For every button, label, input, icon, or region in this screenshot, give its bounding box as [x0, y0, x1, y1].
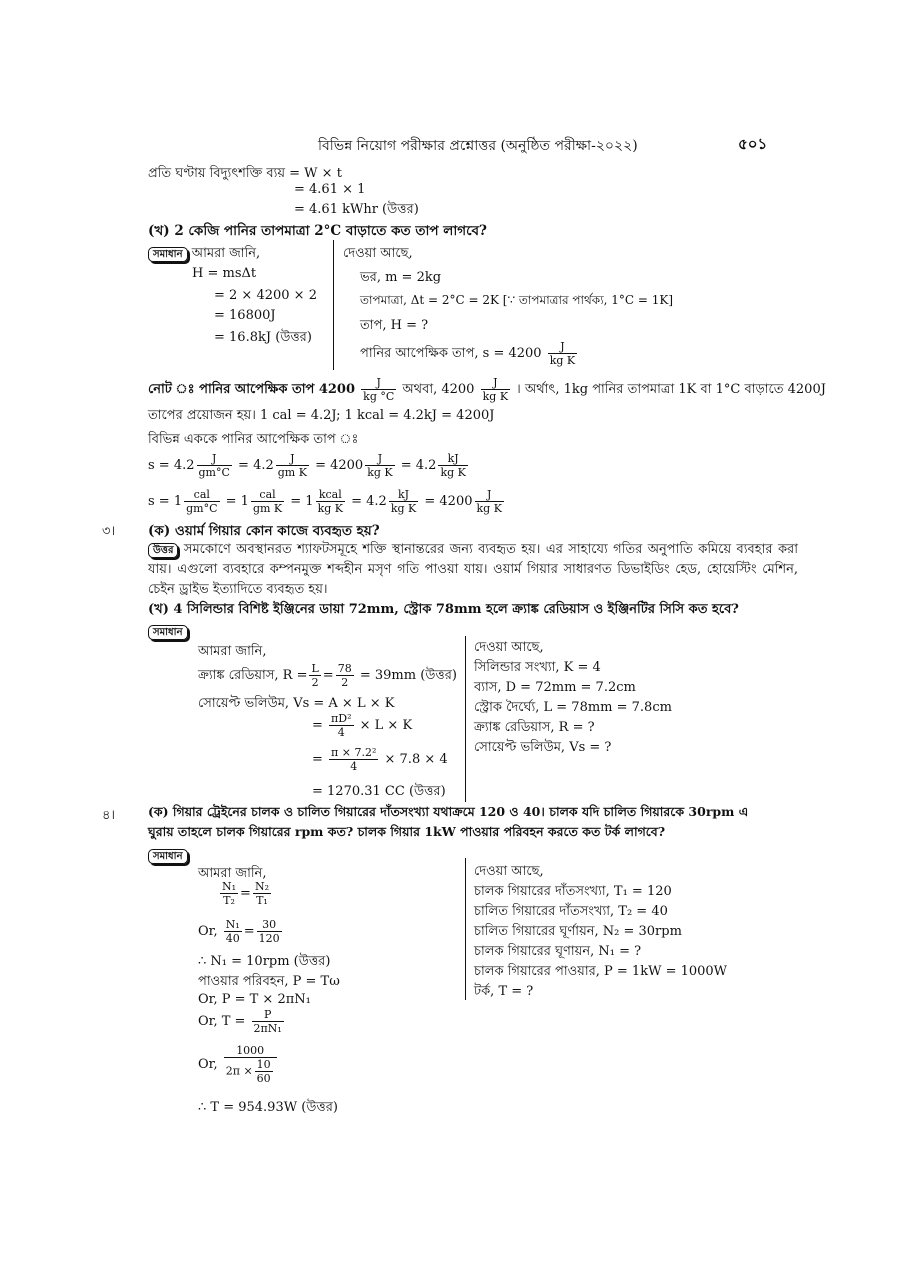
we-know-label: আমরা জানি, — [198, 866, 267, 881]
fraction-numerator: 10 — [256, 1058, 271, 1071]
given-mass: ভর, m = 2kg — [360, 270, 442, 285]
fraction-denominator — [224, 1058, 277, 1085]
question-4-ka-line-2: ঘুরায় তাহলে চালক গিয়ারের rpm কত? চালক গিয়ার 1kW পাওয়ার পরিবহন করতে কত টর্ক লাগবে? — [148, 824, 666, 839]
given-label: দেওয়া আছে, — [474, 864, 544, 879]
fraction-numerator: J — [481, 376, 510, 390]
fraction — [481, 376, 510, 403]
crank-radius-formula — [198, 662, 457, 689]
equation-term: = 4.2 — [400, 458, 437, 473]
given-driver-speed: চালক গিয়ারের ঘূণায়ন, N₁ = ? — [474, 944, 642, 959]
given-heat: তাপ, H = ? — [360, 318, 429, 333]
torque-result: ∴ T = 954.93W (উত্তর) — [198, 1100, 338, 1115]
fraction-numerator: kcal — [316, 488, 345, 502]
fraction-denominator: gm K — [252, 502, 283, 515]
fraction — [389, 488, 418, 515]
driver-rpm-result: ∴ N₁ = 10rpm (উত্তর) — [198, 954, 331, 969]
fraction-denominator: 2 — [341, 676, 349, 689]
fraction-denominator: 4 — [350, 760, 358, 773]
heat-step-4: = 16.8kJ (উত্তর) — [214, 330, 312, 345]
question-4-number: ৪। — [102, 808, 116, 823]
given-diameter: ব্যাস, D = 72mm = 7.2cm — [474, 680, 636, 695]
fraction-denominator: 40 — [225, 932, 240, 945]
note-middle: অথবা, 4200 — [402, 382, 475, 397]
torque-formula — [198, 1008, 286, 1035]
solution-block-2 — [148, 624, 188, 640]
swept-volume-result: = 1270.31 CC (উত্তর) — [312, 784, 446, 799]
fraction — [475, 488, 504, 515]
fraction-numerator: J — [276, 452, 309, 466]
power-expanded-formula: Or, P = T × 2πN₁ — [198, 992, 311, 1007]
fraction — [220, 880, 238, 907]
given-label: দেওয়া আছে, — [474, 640, 544, 655]
specific-heat-label: পানির আপেক্ষিক তাপ, s = 4200 — [360, 346, 542, 361]
fraction — [316, 488, 345, 515]
page-number: ৫০১ — [738, 135, 768, 153]
solution-badge: সমাধান — [148, 247, 188, 262]
fraction — [257, 918, 282, 945]
fraction-denominator: kg °C — [363, 390, 395, 403]
power-transmission-formula: পাওয়ার পরিবহন, P = Tω — [198, 974, 340, 989]
fraction-numerator: 78 — [337, 662, 352, 675]
equation-term: = 4200 — [424, 494, 473, 509]
given-torque: টর্ক, T = ? — [474, 984, 534, 999]
or-label: Or, — [198, 1057, 218, 1072]
solution-block-3 — [148, 848, 188, 864]
fraction-numerator: πD² — [331, 712, 352, 725]
fraction — [329, 712, 353, 739]
fraction-numerator: kJ — [438, 452, 467, 466]
question-4-ka-line-1: (ক) গিয়ার ট্রেইনের চালক ও চালিত গিয়ারের দাঁতসংখ্যা যথাক্রমে 120 ও 40। চালক যদি চালিত গিয়ারকে 30rpm এ — [148, 804, 749, 819]
fraction-numerator: J — [197, 452, 232, 466]
fraction — [252, 1008, 284, 1035]
solution-badge: সমাধান — [148, 625, 188, 640]
answer-badge: উত্তর — [148, 543, 178, 558]
term: × 7.8 × 4 — [384, 752, 448, 767]
unit-equation-2 — [148, 488, 506, 515]
energy-line-1: প্রতি ঘণ্টায় বিদ্যুৎশক্তি ব্যয় = W × t — [148, 166, 342, 181]
given-specific-heat — [360, 340, 579, 367]
divider-line — [465, 636, 466, 802]
swept-volume-step-2: = $\frac{\text{πD²}}{4}$ × L × K — [312, 712, 413, 739]
fraction-denominator: T₂ — [223, 894, 235, 907]
equation-term: = 1 — [290, 494, 314, 509]
given-cylinders: সিলিন্ডার সংখ্যা, K = 4 — [474, 660, 601, 675]
given-driven-teeth: চালিত গিয়ারের দাঁতসংখ্যা, T₂ = 40 — [474, 904, 668, 919]
fraction — [253, 880, 271, 907]
equation-term: = 1 — [225, 494, 249, 509]
fraction-denominator: gm°C — [186, 502, 218, 515]
fraction — [336, 662, 354, 689]
question-2-kha: (খ) 2 কেজি পানির তাপমাত্রা 2°C বাড়াতে কত তাপ লাগবে? — [148, 223, 487, 239]
fraction — [184, 488, 219, 515]
fraction-numerator: 30 — [257, 918, 282, 932]
fraction-numerator: J — [475, 488, 504, 502]
fraction — [255, 1058, 273, 1085]
given-swept-volume: সোয়েপ্ট ভলিউম, Vs = ? — [474, 740, 612, 755]
fraction-denominator: kg K — [390, 502, 417, 515]
divider-line — [465, 858, 466, 1000]
or-label: Or, — [198, 924, 218, 939]
fraction — [548, 340, 577, 367]
fraction-denominator: 2πN₁ — [253, 1022, 282, 1035]
fraction-numerator: kJ — [389, 488, 418, 502]
we-know-label: আমরা জানি, — [198, 644, 267, 659]
fraction-numerator: cal — [251, 488, 284, 502]
note-line-1 — [148, 376, 826, 403]
given-temperature: তাপমাত্রা, Δt = 2°C = 2K [∵ তাপমাত্রার পার্থক্য, 1°C = 1K] — [360, 293, 674, 307]
crank-radius-label: ক্র্যাঙ্ক রেডিয়াস, R = — [198, 668, 308, 683]
fraction — [438, 452, 467, 479]
question-3-ka: (ক) ওয়ার্ম গিয়ার কোন কাজে ব্যবহৃত হয়? — [148, 523, 380, 539]
equation-term: = 4.2 — [351, 494, 387, 509]
given-label: দেওয়া আছে, — [343, 246, 413, 261]
solution-block-1 — [148, 244, 260, 265]
fraction-denominator: kg K — [482, 390, 509, 403]
fraction-denominator: gm K — [277, 466, 307, 479]
fraction-denominator: T₁ — [256, 894, 268, 907]
given-crank-radius: ক্র্যাঙ্ক রেডিয়াস, R = ? — [474, 720, 595, 735]
fraction-denominator: kg K — [549, 354, 576, 367]
fraction-denominator: kg K — [317, 502, 343, 515]
answer-paragraph — [148, 540, 798, 600]
question-3-kha: (খ) 4 সিলিন্ডার বিশিষ্ট ইঞ্জিনের ডায়া 72mm, স্ট্রোক 78mm হলে ক্র্যাঙ্ক রেডিয়াস ও ইঞ্জিনটির সিসি কত হবে? — [148, 602, 739, 617]
fraction — [224, 918, 242, 945]
unit-equation-1 — [148, 452, 470, 479]
gear-ratio-substitution: Or, $\frac{\text{N₁}}{40}$ = $\frac{30}{120}$ — [198, 918, 280, 945]
fraction-numerator: L — [311, 662, 319, 675]
fraction-numerator: N₁ — [222, 880, 237, 893]
fraction-numerator: J — [361, 376, 396, 390]
fraction-numerator: N₁ — [225, 918, 240, 931]
given-stroke: স্ট্রোক দৈর্ঘ্যে, L = 78mm = 7.8cm — [474, 700, 672, 715]
fraction-numerator: J — [365, 452, 394, 466]
note-suffix: । অর্থাৎ, 1kg পানির তাপমাত্রা 1K বা 1°C বাড়াতে 4200J — [516, 382, 826, 397]
note-line-2: তাপের প্রয়োজন হয়। 1 cal = 4.2J; 1 kcal = 4.2kJ = 4200J — [148, 408, 495, 423]
fraction-denominator: 120 — [258, 932, 280, 945]
equation-term: s = 1 — [148, 494, 183, 509]
fraction — [197, 452, 232, 479]
given-driver-power: চালক গিয়ারের পাওয়ার, P = 1kW = 1000W — [474, 964, 728, 979]
fraction-numerator: π × 7.2² — [331, 746, 377, 759]
fraction-denominator: gm°C — [198, 466, 230, 479]
fraction — [276, 452, 309, 479]
fraction — [251, 488, 284, 515]
torque-substitution — [198, 1044, 279, 1085]
answer-text: সমকোণে অবস্থানরত শ্যাফটসমূহে শক্তি স্থানান্তরের জন্য ব্যবহৃত হয়। এর সাহায্যে গতির অনুপাতি কমিয়ে ব্যবহার করা যায়। এগুলো ব্যবহারে কম্পনমুক্ত শব্দহীন মসৃণ গতি পাওয়া যায়। ওয়ার্ম গিয়ার সাধারণত ডিভাইডিং হেড, হোয়েস্টিং মেশিন, চেইন ড্রাইভ ইত্যাদিতে ব্যবহৃত হয়। — [148, 542, 798, 597]
equation-term: = 4.2 — [238, 458, 274, 473]
fraction-denominator: 4 — [337, 726, 345, 739]
running-header-title: বিভিন্ন নিয়োগ পরীক্ষার প্রশ্নোত্তর (অনুষ্ঠিত পরীক্ষা-২০২২) — [318, 138, 638, 154]
fraction — [224, 1044, 277, 1085]
fraction-numerator: N₂ — [254, 880, 269, 893]
fraction — [361, 376, 396, 403]
swept-volume-step-3: = $\frac{\text{π × 7.2²}}{4}$ × 7.8 × 4 — [312, 746, 448, 773]
fraction-denominator: 2 — [311, 676, 319, 689]
equals-sign: = — [322, 668, 334, 683]
fraction-denominator: 60 — [256, 1072, 271, 1085]
fraction-numerator: J — [548, 340, 577, 354]
solution-badge: সমাধান — [148, 849, 188, 864]
fraction-numerator: 1000 — [224, 1044, 277, 1058]
note-line-3: বিভিন্ন এককে পানির আপেক্ষিক তাপ ঃ — [148, 432, 359, 447]
fraction-numerator: P — [252, 1008, 284, 1022]
note-prefix: নোট ঃ পানির আপেক্ষিক তাপ 4200 — [148, 382, 356, 397]
heat-step-3: = 16800J — [214, 308, 276, 323]
divider-line — [333, 240, 334, 370]
fraction — [365, 452, 394, 479]
heat-step-2: = 2 × 4200 × 2 — [214, 288, 317, 303]
energy-line-3: = 4.61 kWhr (উত্তর) — [294, 202, 419, 217]
fraction-denominator: kg K — [476, 502, 502, 515]
equation-term: s = 4.2 — [148, 458, 195, 473]
crank-radius-result: = 39mm (উত্তর) — [359, 668, 457, 683]
fraction — [329, 746, 378, 773]
swept-volume-formula: সোয়েপ্ট ভলিউম, Vs = A × L × K — [198, 696, 395, 711]
term: × L × K — [359, 718, 413, 733]
denominator-prefix: 2π × — [225, 1064, 253, 1078]
given-driver-teeth: চালক গিয়ারের দাঁতসংখ্যা, T₁ = 120 — [474, 884, 672, 899]
energy-line-2: = 4.61 × 1 — [294, 182, 366, 197]
fraction — [309, 662, 320, 689]
fraction-denominator: kg K — [440, 466, 466, 479]
equation-term: = 4200 — [315, 458, 364, 473]
fraction-denominator: kg K — [367, 466, 393, 479]
fraction-numerator: cal — [184, 488, 219, 502]
given-driven-speed: চালিত গিয়ারের ঘূর্ণায়ন, N₂ = 30rpm — [474, 924, 682, 939]
question-3-number: ৩। — [102, 524, 116, 539]
gear-ratio-formula: $\frac{\text{N₁}}{\text{T₂}}$ = $\frac{\text{N₂}}{\text{T₁}}$ — [222, 880, 269, 907]
heat-formula: H = msΔt — [192, 266, 257, 281]
we-know-label: আমরা জানি, — [191, 246, 261, 261]
torque-label: Or, T = — [198, 1014, 246, 1029]
